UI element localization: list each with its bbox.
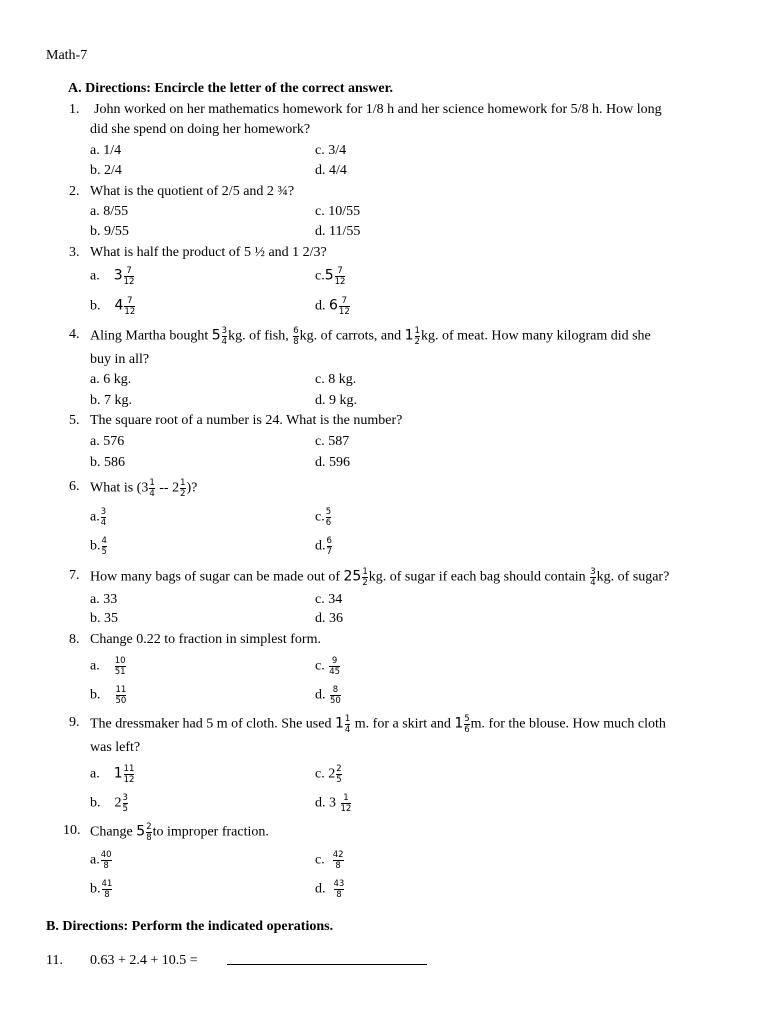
choice-b[interactable] xyxy=(90,296,136,317)
choice-label: b. xyxy=(90,795,101,811)
numerator: 4 xyxy=(101,536,107,546)
mixed-whole: 5 xyxy=(211,327,221,344)
numerator: 7 xyxy=(341,296,348,306)
choice-c[interactable] xyxy=(315,266,346,287)
mixed-whole: 2 xyxy=(328,766,336,782)
numerator: 3 xyxy=(122,793,128,803)
denominator: 5 xyxy=(101,547,107,557)
question-number: 8. xyxy=(69,632,80,647)
denominator: 50 xyxy=(115,696,127,706)
text-segment: kg. of fish, xyxy=(228,328,289,344)
choice-d[interactable] xyxy=(315,536,333,557)
numerator: 7 xyxy=(337,266,343,276)
choice-a[interactable]: a. 33 xyxy=(90,592,118,607)
fraction xyxy=(102,536,107,557)
choice-label: b. xyxy=(90,298,101,314)
numerator: 1 xyxy=(344,714,351,724)
denominator: 2 xyxy=(362,578,368,588)
mixed-whole: 1 xyxy=(404,327,414,344)
fraction xyxy=(362,567,367,588)
choice-d[interactable]: d. 4/4 xyxy=(315,163,347,178)
text-segment: m. for the blouse. How much cloth xyxy=(470,716,666,732)
choice-c[interactable]: c. 587 xyxy=(315,434,350,449)
choice-label: a. xyxy=(90,509,100,525)
question-number: 11. xyxy=(46,953,63,968)
question-text: What is the quotient of 2/5 and 2 ¾? xyxy=(90,184,295,199)
question-text-continued: did she spend on doing her homework? xyxy=(90,122,311,137)
choice-c[interactable]: c. 8 kg. xyxy=(315,372,357,387)
fraction xyxy=(115,656,126,677)
question-text-continued: buy in all? xyxy=(90,352,150,367)
text-segment: -- 2 xyxy=(159,480,180,496)
choice-label: c. xyxy=(315,658,325,674)
question-text xyxy=(90,326,651,347)
text-segment: Aling Martha bought xyxy=(90,328,209,344)
mixed-whole: 1 xyxy=(454,715,464,732)
numerator: 11 xyxy=(123,764,135,774)
choice-b[interactable]: b. 35 xyxy=(90,611,118,626)
choice-a[interactable]: a. 6 kg. xyxy=(90,372,132,387)
choice-d[interactable]: d. 9 kg. xyxy=(315,393,357,408)
choice-c[interactable] xyxy=(315,764,343,785)
mixed-whole: 6 xyxy=(329,297,338,314)
text-segment: to improper fraction. xyxy=(152,824,269,840)
numerator: 7 xyxy=(126,266,132,276)
denominator: 8 xyxy=(293,337,299,347)
mixed-whole: 3 xyxy=(113,267,123,284)
numerator: 11 xyxy=(115,685,127,695)
question-number: 10. xyxy=(63,823,81,838)
mixed-whole: 5 xyxy=(136,823,146,840)
denominator: 8 xyxy=(146,833,152,843)
choice-d[interactable]: d. 596 xyxy=(315,455,350,470)
denominator: 12 xyxy=(340,804,352,814)
mixed-whole: 2 xyxy=(114,795,122,811)
numerator: 5 xyxy=(325,507,332,517)
denominator: 12 xyxy=(123,277,135,287)
answer-blank-line[interactable] xyxy=(227,952,427,971)
text-segment: kg. of carrots, and xyxy=(299,328,402,344)
fraction xyxy=(334,879,345,900)
denominator: 6 xyxy=(464,725,470,735)
fraction xyxy=(293,326,298,347)
fraction xyxy=(341,793,352,814)
section-b-directions: B. Directions: Perform the indicated operations. xyxy=(46,919,334,934)
question-text xyxy=(90,567,669,588)
denominator: 4 xyxy=(221,337,228,347)
numerator: 1 xyxy=(149,478,155,488)
choice-c[interactable]: c. 10/55 xyxy=(315,204,361,219)
denominator: 51 xyxy=(114,667,126,677)
question-text: What is half the product of 5 ½ and 1 2/3? xyxy=(90,245,327,260)
choice-label: a. xyxy=(90,766,100,782)
denominator: 8 xyxy=(333,860,344,871)
numerator: 7 xyxy=(127,296,133,306)
choice-label: d. xyxy=(315,881,326,897)
choice-label: d. xyxy=(315,687,326,703)
choice-b[interactable] xyxy=(90,793,129,814)
denominator: 50 xyxy=(330,696,341,706)
fraction xyxy=(146,822,151,843)
denominator: 12 xyxy=(338,307,350,317)
fraction xyxy=(102,879,113,900)
choice-label: c. xyxy=(315,268,325,284)
mixed-whole: 1 xyxy=(334,715,344,732)
mixed-whole: 4 xyxy=(114,297,124,314)
text-segment: What is (3 xyxy=(90,480,149,496)
question-number: 6. xyxy=(69,479,80,494)
choice-c[interactable] xyxy=(315,656,341,677)
fraction xyxy=(180,478,185,499)
question-text: The square root of a number is 24. What is the number? xyxy=(90,413,403,428)
choice-b[interactable]: b. 586 xyxy=(90,455,125,470)
text-segment: The dressmaker had 5 m of cloth. She used xyxy=(90,716,332,732)
numerator: 3 xyxy=(100,507,107,517)
fraction xyxy=(345,714,350,735)
choice-a[interactable] xyxy=(90,850,113,871)
fraction xyxy=(101,507,106,528)
choice-d[interactable] xyxy=(315,685,342,706)
question-number: 1. xyxy=(69,102,80,117)
fraction xyxy=(124,266,135,287)
numerator: 1 xyxy=(343,793,349,803)
numerator: 6 xyxy=(326,536,332,546)
denominator: 2 xyxy=(414,337,420,347)
choice-a[interactable] xyxy=(90,266,135,287)
question-text: Change 0.22 to fraction in simplest form. xyxy=(90,632,321,647)
fraction xyxy=(329,656,340,677)
question-number: 5. xyxy=(69,413,80,428)
choice-label: b. xyxy=(90,881,101,897)
fraction xyxy=(123,793,128,814)
choice-label: b. xyxy=(90,687,101,703)
numerator: 1 xyxy=(362,567,368,577)
denominator: 4 xyxy=(590,578,596,588)
fraction xyxy=(335,266,346,287)
text-segment: Change xyxy=(90,824,133,840)
numerator: 1 xyxy=(180,478,186,488)
fraction xyxy=(326,507,331,528)
denominator: 4 xyxy=(149,489,155,499)
choice-b[interactable]: b. 7 kg. xyxy=(90,393,132,408)
numerator: 3 xyxy=(221,326,228,336)
choice-a[interactable] xyxy=(90,507,107,528)
mixed-whole: 25 xyxy=(343,568,362,585)
section-a-directions: A. Directions: Encircle the letter of the correct answer. xyxy=(68,81,394,96)
choice-label: a. xyxy=(90,852,100,868)
text-segment: kg. of sugar? xyxy=(596,569,670,585)
choice-a[interactable]: a. 576 xyxy=(90,434,125,449)
numerator: 10 xyxy=(114,656,126,666)
choice-b[interactable] xyxy=(90,536,108,557)
choice-c[interactable] xyxy=(315,507,332,528)
fraction xyxy=(333,850,344,871)
choice-d[interactable] xyxy=(315,879,345,900)
fraction xyxy=(464,714,469,735)
choice-a[interactable]: a. 8/55 xyxy=(90,204,129,219)
mixed-whole: 1 xyxy=(113,765,123,782)
denominator: 6 xyxy=(325,518,332,528)
choice-b[interactable]: b. 2/4 xyxy=(90,163,122,178)
denominator: 4 xyxy=(100,518,107,528)
choice-c[interactable]: c. 34 xyxy=(315,592,343,607)
question-number: 2. xyxy=(69,184,80,199)
choice-d[interactable] xyxy=(315,793,352,814)
denominator: 8 xyxy=(101,860,112,871)
text-segment: )? xyxy=(186,480,198,496)
choice-label: d. xyxy=(315,538,326,554)
text-segment: kg. of sugar if each bag should contain xyxy=(368,569,586,585)
numerator: 8 xyxy=(332,685,339,695)
choice-label: c. xyxy=(315,852,325,868)
choice-label: d. xyxy=(315,795,326,811)
denominator: 12 xyxy=(123,775,135,785)
numerator: 6 xyxy=(293,326,299,336)
numerator: 40 xyxy=(100,850,112,860)
choice-label: d. xyxy=(315,298,326,314)
fraction xyxy=(124,764,135,785)
fraction xyxy=(327,536,332,557)
choice-a[interactable] xyxy=(90,764,135,785)
question-text: 0.63 + 2.4 + 10.5 = xyxy=(90,953,198,968)
choice-d[interactable]: d. 11/55 xyxy=(315,224,361,239)
denominator: 8 xyxy=(334,889,345,900)
fraction xyxy=(336,764,341,785)
choice-b[interactable] xyxy=(90,685,127,706)
fraction xyxy=(590,567,595,588)
fraction xyxy=(124,296,135,317)
choice-label: c. xyxy=(315,766,325,782)
fraction xyxy=(330,685,341,706)
question-text xyxy=(90,714,666,735)
choice-a[interactable] xyxy=(90,656,127,677)
question-text xyxy=(90,478,197,499)
numerator: 43 xyxy=(333,879,345,889)
fraction xyxy=(222,326,227,347)
choice-label: a. xyxy=(90,658,100,674)
choice-label: a. xyxy=(90,268,100,284)
choice-a[interactable]: a. 1/4 xyxy=(90,143,122,158)
denominator: 5 xyxy=(336,775,342,785)
question-number: 3. xyxy=(69,245,80,260)
choice-c[interactable] xyxy=(315,850,345,871)
denominator: 5 xyxy=(122,804,128,814)
denominator: 2 xyxy=(180,489,186,499)
choice-label: b. xyxy=(90,538,101,554)
text-segment: How many bags of sugar can be made out of xyxy=(90,569,340,585)
choice-b[interactable] xyxy=(90,879,113,900)
question-number: 9. xyxy=(69,715,80,730)
question-number: 4. xyxy=(69,327,80,342)
fraction xyxy=(116,685,127,706)
fraction xyxy=(149,478,154,499)
denominator: 12 xyxy=(124,307,136,317)
fraction xyxy=(101,850,112,871)
question-text: John worked on her mathematics homework for 1/8 h and her science homework for 5/8 h. How long xyxy=(94,102,662,117)
fraction xyxy=(415,326,420,347)
denominator: 45 xyxy=(329,667,341,677)
fraction xyxy=(339,296,350,317)
text-segment: kg. of meat. How many kilogram did she xyxy=(420,328,651,344)
question-number: 7. xyxy=(69,568,80,583)
question-text xyxy=(90,822,269,843)
document-title: Math-7 xyxy=(46,48,88,63)
choice-c[interactable]: c. 3/4 xyxy=(315,143,347,158)
numerator: 2 xyxy=(146,822,152,832)
denominator: 7 xyxy=(326,547,332,557)
choice-d[interactable] xyxy=(315,296,351,317)
numerator: 3 xyxy=(590,567,596,577)
denominator: 4 xyxy=(344,725,351,735)
numerator: 42 xyxy=(332,850,344,860)
question-text-continued: was left? xyxy=(90,740,141,755)
denominator: 8 xyxy=(102,889,113,900)
numerator: 1 xyxy=(414,326,420,336)
mixed-whole: 3 xyxy=(329,795,336,811)
choice-d[interactable]: d. 36 xyxy=(315,611,343,626)
mixed-whole: 5 xyxy=(324,267,334,284)
denominator: 12 xyxy=(334,277,346,287)
numerator: 2 xyxy=(336,764,342,774)
text-segment: m. for a skirt and xyxy=(354,716,451,732)
choice-b[interactable]: b. 9/55 xyxy=(90,224,129,239)
numerator: 5 xyxy=(464,714,470,724)
numerator: 41 xyxy=(101,879,113,889)
choice-label: c. xyxy=(315,509,325,525)
numerator: 9 xyxy=(331,656,338,666)
